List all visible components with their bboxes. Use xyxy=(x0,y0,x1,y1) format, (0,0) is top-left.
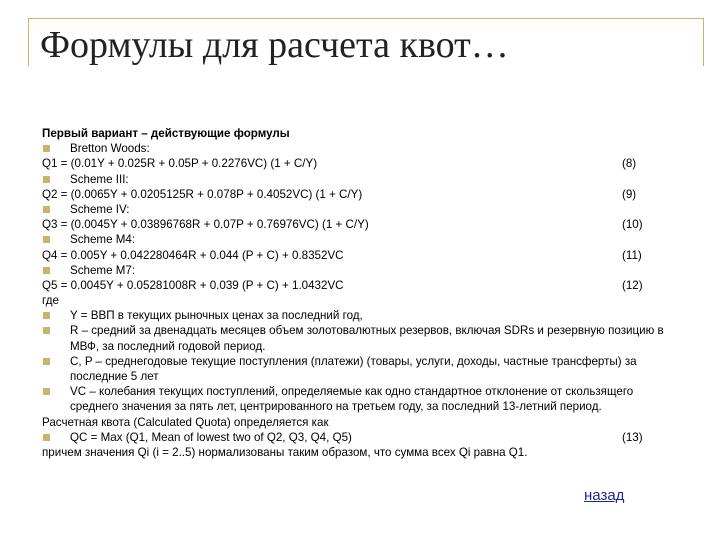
square-bullet-icon xyxy=(43,327,50,334)
definition-text: C, P – среднегодовые текущие поступления (платежи) (товары, услуги, доходы, частные трансферты) за последние 5 лет xyxy=(70,354,637,384)
formula-text: Q4 = 0.005Y + 0.042280464R + 0.044 (P + C) + 0.8352VC xyxy=(42,248,344,262)
scheme-label: Scheme M7: xyxy=(70,263,136,277)
scheme-label: Scheme IV: xyxy=(70,202,130,216)
definition-text: R – средний за двенадцать месяцев объем золотовалютных резервов, включая SDRs и резервную позицию в МВФ, за последний годовой период. xyxy=(70,324,664,353)
slide-content xyxy=(42,126,682,460)
scheme-item xyxy=(42,202,682,217)
where-label: где xyxy=(42,294,59,308)
square-bullet-icon xyxy=(43,358,50,365)
scheme-label: Bretton Woods: xyxy=(70,142,150,156)
definition-text: Y = ВВП в текущих рыночных ценах за последний год, xyxy=(70,309,363,323)
square-bullet-icon xyxy=(43,176,50,183)
definition-text: VC – колебания текущих поступлений, определяемые как одно стандартное отклонение от скользящего среднего значения за пять лет, центрированного на третьем году, за последний 13-летний период. xyxy=(70,385,634,414)
back-link[interactable]: назад xyxy=(584,487,625,504)
scheme-label: Scheme III: xyxy=(70,172,129,186)
scheme-item xyxy=(42,232,682,247)
square-bullet-icon xyxy=(43,206,50,213)
formula-number: (13) xyxy=(622,430,643,444)
square-bullet-icon xyxy=(43,434,50,441)
calc-intro: Расчетная квота (Calculated Quota) определяется как xyxy=(42,415,329,429)
formula-text: Q3 = (0.0045Y + 0.03896768R + 0.07P + 0.76976VC) (1 + C/Y) xyxy=(42,218,369,232)
formula-number: (12) xyxy=(622,278,643,292)
normalization-note: причем значения Qi (i = 2..5) нормализованы таким образом, что сумма всех Qi равна Q1. xyxy=(42,446,528,460)
formula-number: (10) xyxy=(622,218,643,232)
formula-text: Q1 = (0.01Y + 0.025R + 0.05P + 0.2276VC) (1 + C/Y) xyxy=(42,157,318,171)
section-heading: Первый вариант – действующие формулы xyxy=(42,127,290,140)
formula-text: Q2 = (0.0065Y + 0.0205125R + 0.078P + 0.4052VC) (1 + C/Y) xyxy=(42,187,363,201)
square-bullet-icon xyxy=(43,236,50,243)
square-bullet-icon xyxy=(43,145,50,152)
qc-formula-row xyxy=(42,430,682,445)
formula-row xyxy=(42,248,682,263)
formula-text: Q5 = 0.0045Y + 0.05281008R + 0.039 (P + C) + 1.0432VC xyxy=(42,278,344,292)
definition-item xyxy=(42,384,682,414)
formula-row xyxy=(42,187,682,202)
title-frame-right-rule xyxy=(703,18,704,66)
square-bullet-icon xyxy=(43,312,50,319)
definition-item xyxy=(42,354,682,384)
formula-number: (8) xyxy=(622,157,637,171)
scheme-item xyxy=(42,172,682,187)
definition-item xyxy=(42,323,682,353)
formula-row xyxy=(42,156,682,171)
formula-number: (11) xyxy=(622,248,642,262)
formula-row xyxy=(42,217,682,232)
square-bullet-icon xyxy=(43,267,50,274)
slide-title: Формулы для расчета квот… xyxy=(40,24,509,66)
square-bullet-icon xyxy=(43,388,50,395)
formula-row xyxy=(42,278,682,293)
title-frame-left-rule xyxy=(28,18,29,66)
scheme-item xyxy=(42,141,682,156)
title-frame-top-rule xyxy=(28,18,704,19)
scheme-item xyxy=(42,263,682,278)
scheme-label: Scheme M4: xyxy=(70,233,136,247)
qc-formula-text: QC = Max (Q1, Mean of lowest two of Q2, Q3, Q4, Q5) xyxy=(70,430,352,444)
formula-number: (9) xyxy=(622,187,637,201)
definition-item xyxy=(42,308,682,323)
